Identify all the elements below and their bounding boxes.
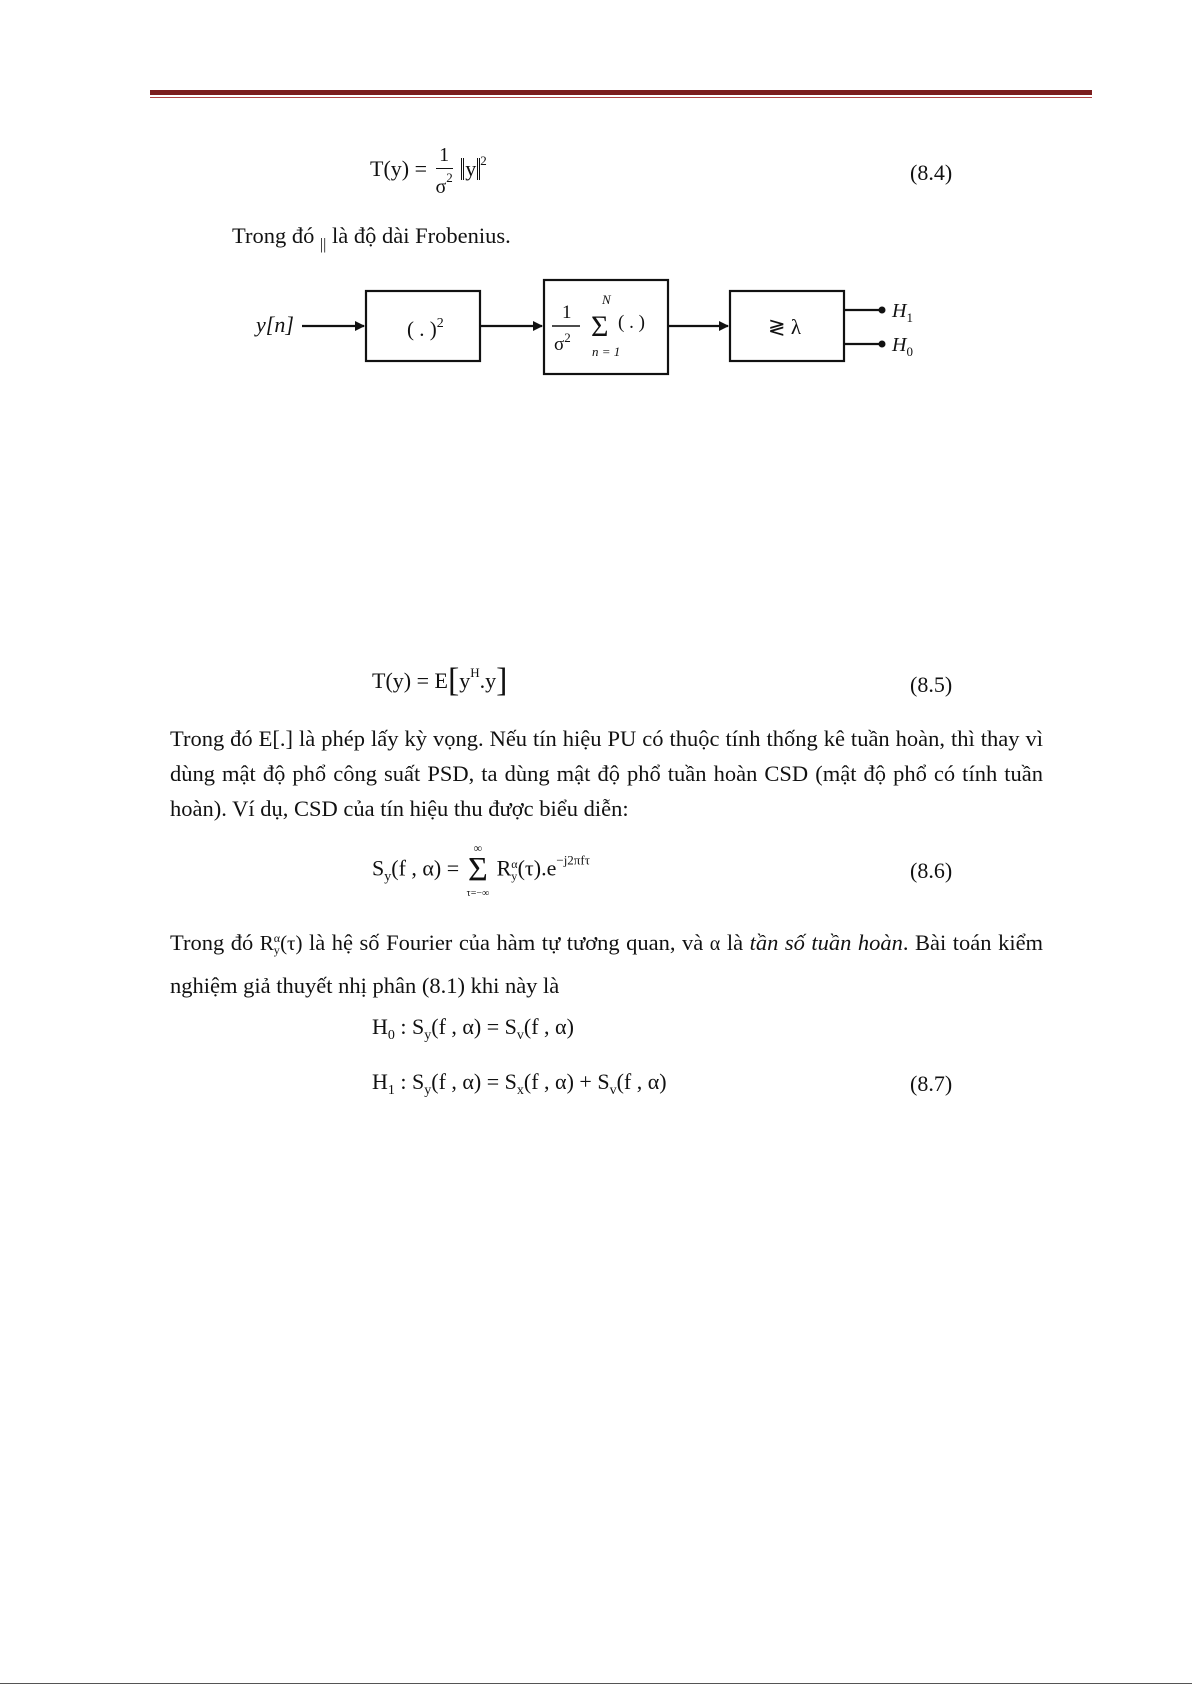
norm: y <box>461 158 480 180</box>
fraction: $\frac{1}{\sigma^2}$ <box>435 144 453 198</box>
diagram-input-label: y[n] <box>256 312 294 337</box>
frobenius-line: Trong đó $_{||}$ là độ dài Frobenius. <box>232 223 511 253</box>
paragraph-csd-intro: Trong đó E[.] là phép lấy kỳ vọng. Nếu tín hiệu PU có thuộc tính thống kê tuần hoàn, thì thay vì dùng mật độ phổ công suất PSD, ta dùng mật độ phổ tuần hoàn CSD (mật độ phổ có tính tuần hoàn). Ví dụ, CSD của tín hiệu thu được biểu diễn: <box>170 726 1043 821</box>
output-label-h1: $H_1$ <box>892 300 913 325</box>
paragraph-fourier: Trong đó R α y (τ) là hệ số Fourier của hàm tự tương quan, và α là tần số tuần hoàn. Bài toán kiểm nghiệm giả thuyết nhị phân (8.1) khi này là <box>170 930 1044 998</box>
sum-block-num: 1 <box>562 302 572 323</box>
equation-number-8-6: (8.6) <box>910 858 953 883</box>
energy-detector-diagram <box>250 268 930 378</box>
equation-8-4: T(y) = $\frac{1}{\sigma^2}$ y $^2$ <box>370 144 487 198</box>
equation-8-5: $T(y) = E[y^H.y]$ <box>372 662 508 699</box>
header-rule-thin <box>150 97 1092 98</box>
sum-block-bottom: n = 1 <box>592 344 621 359</box>
output-label-h0: $H_0$ <box>892 334 913 359</box>
sigma-symbol: Σ <box>591 310 609 343</box>
equation-number-8-7: (8.7) <box>910 1071 953 1096</box>
summation: ∞ Σ τ=−∞ <box>466 841 490 899</box>
equation-8-7-h0: $H_0$ : $S_y(f$ , $\alpha) = S_v(f$ , α) <box>372 1014 574 1043</box>
equation-8-7-h1: $H_1$ : $S_y(f$ , $\alpha) = S_x(f$ , $\alpha) + S_v(f$ , α) <box>372 1069 667 1098</box>
output-dot-h1 <box>879 307 886 314</box>
square-block-label: ( . )$^2$ <box>407 316 444 341</box>
equation-8-6: $S_y(f$ , α) = ∞ Σ τ=−∞ R α y $(\tau).e^{-j2\pi f\tau}$ <box>372 841 590 899</box>
sum-block-top: N <box>602 292 611 307</box>
sum-block-body: ( . ) <box>618 312 645 333</box>
equation-number-8-4: (8.4) <box>910 160 953 185</box>
footer-rule <box>0 1683 1192 1684</box>
equation-number-8-5: (8.5) <box>910 672 953 697</box>
threshold-block-label: ≷ λ <box>768 315 802 339</box>
output-dot-h0 <box>879 341 886 348</box>
header-rule <box>150 90 1092 95</box>
sum-block-den: $\sigma^2$ <box>554 330 571 355</box>
